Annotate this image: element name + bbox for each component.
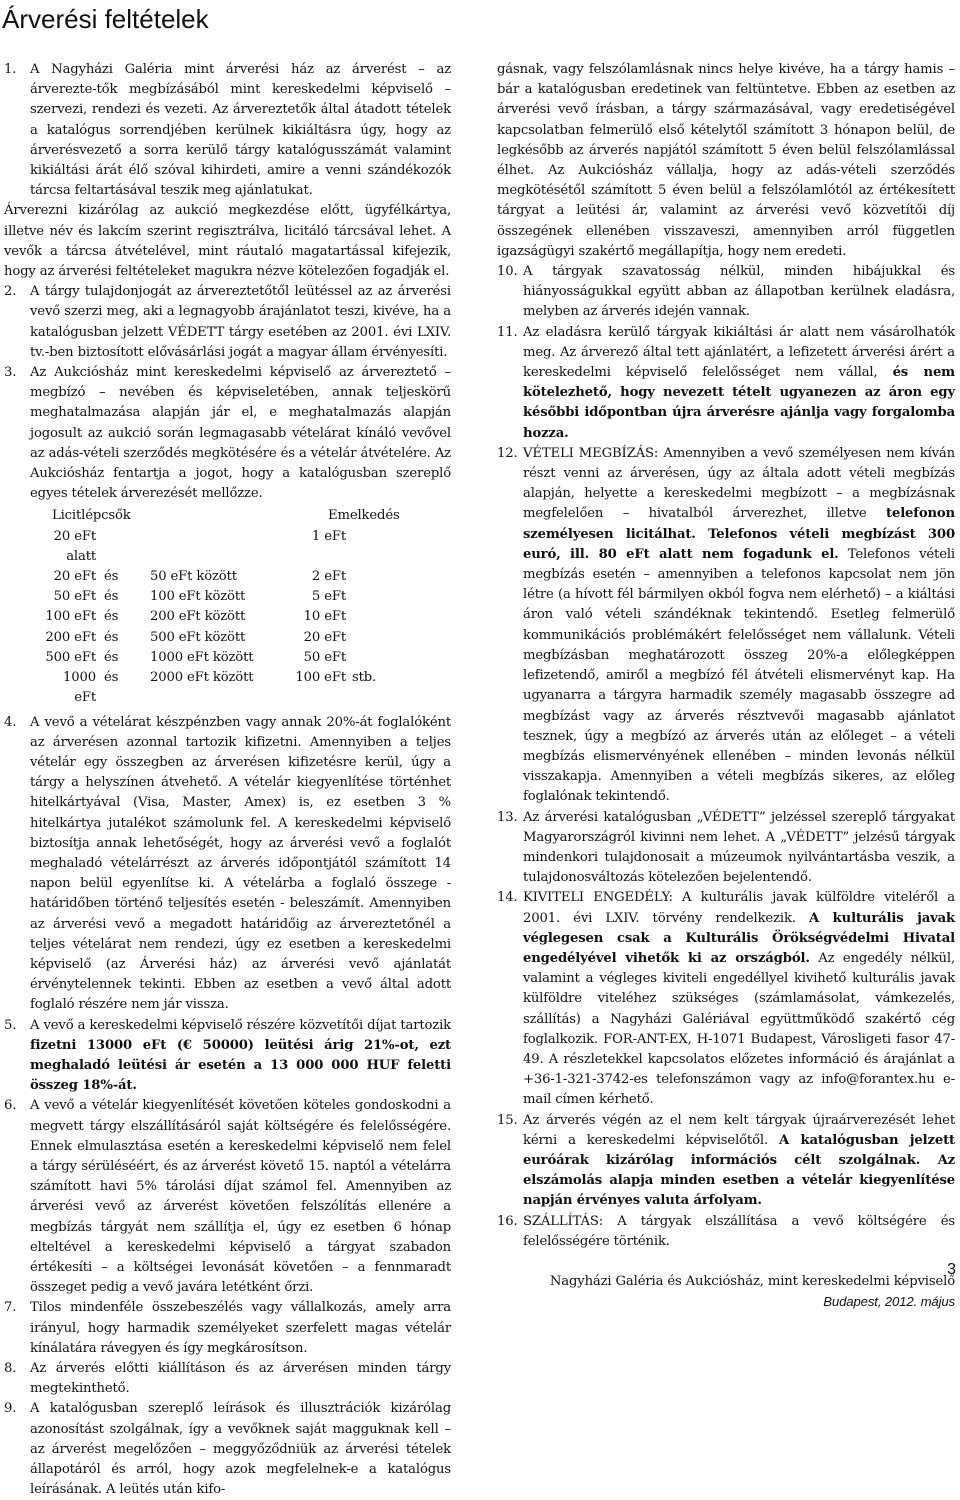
terms-item-7 [4,1298,451,1359]
bid-increment-cell-d: 50 eFt [303,649,346,665]
bid-increment-cell-c: 2000 eFt között [150,670,254,686]
item-text: A vevő a vételár kiegyenlítését követően köteles gondoskodni a megvett tárgy elszállításáról saját költségére és felelősségére. Ennek elmulasztása esetén a kereskedelmi képviselő nem felel a tárgy sérüléséért, és az árverést követő 15. naptól a vételárra számított havi 5% tárolási díjat számol fel. Amennyiben az árverési vevő az árverést követően felszólítás ellenére a megbízás tárgyát nem szállítja el, úgy ez esetben 6 hónap elteltével a kereskedelmi képviselő a tárgyat szabadon értékesíti – a költségei levonását követően – a fennmaradt összeget pedig a vevő javára letétként őrzi. [30,1098,451,1296]
bid-increment-cell-a: 200 eFt [45,629,96,645]
bid-increment-cell-d: 100 eFt [295,670,346,686]
item-text: A katalógusban szereplő leírások és illusztrációk kizárólag azonosítást szolgálnak, így a vevőknek saját magguknak kell – az árverést megelőzően – meggyőződniük az árverési tételek állapotáról és arról, hogy azok megfelelnek-e a katalógus leírásának. A leütés után kifo- [30,1401,451,1498]
bid-increment-cell-a: 1000 eFt [63,670,96,706]
bid-increment-cell-e [346,628,386,648]
item-text: Az Aukciósház mint kereskedelmi képviselő az árvereztető – megbízó – nevében és képviseletében, annak teljeskörű meghatalmazása alapján jár el, e meghatalmazás alapján jogosult az aukció során legmagasabb vételárat kínáló vevővel az adás-vételi szerződés megkötésére és a vételár átvételére. Az Aukciósház fentartja a jogot, hogy a katalógusban szereplő egyes tételek árverezését mellőzze. [30,365,451,502]
bid-increment-cell-b: és [104,609,119,625]
right-column [497,60,955,1312]
item-text: Az árverési katalógusban „VÉDETT” jelzéssel szereplő tárgyakat Magyarországról kivinni nem lehet. A „VÉDETT” jelzésű tárgyak mindenkori tulajdonosait a múzeumok nyilvántartásba veszik, a tulajdonosváltozás kötelezően bejelentendő. [523,809,955,886]
terms-item-12 [497,444,955,808]
item-text [30,1016,451,1097]
item-number: 6. [4,1098,17,1114]
item-plain-text-2: Telefonos vételi megbízás esetén – amennyiben a telefonos kapcsolat nem jön létre (a hívott fél bármilyen okból fogva nem elérhető) – a kiáltási áron való vételi szándéknak tekintendő. Esetleg felmerülő kommunikációs problémákért felelősséget nem vállalunk. Vételi megbízásban meghatározott összeg 20%-a előlegképpen lefizetendő, amiről a megbízó fél átvételi elismervényt kap. Ha ugyanarra a tárgyra harmadik személy magasabb összegre ad megbízást vagy az árverés résztvevői magasabb ajánlatot tesznek, úgy a megbízó az árverés után az előleget – a vételi megbízás elismervényének ellenében – minden levonás nélkül visszakapja. Amennyiben a vételi megbízás sikeres, az előleg foglalónak tekintendő. [523,546,955,805]
bid-increment-cell-c: 50 eFt között [150,569,237,585]
header-bid-steps: Licitlépcsők [52,508,131,524]
item-number: 10. [497,264,518,280]
bid-increment-cell-c [144,527,280,567]
bid-increment-cell-a: 500 eFt [45,649,96,665]
item-plain-text: A vevő a kereskedelmi képviselő részére közvetítői díjat tartozik [30,1017,451,1033]
terms-item-9 [4,1399,451,1500]
item-text [523,1111,955,1212]
terms-item-2 [4,282,451,363]
bid-increment-row [38,648,451,668]
bid-increment-cell-c: 500 eFt között [150,629,246,645]
item-number: 9. [4,1401,17,1417]
item-plain-text: KIVITELI ENGEDÉLY: A kulturális javak külföldre viteléről a 2001. évi LXIV. törvény rendelkezik. [523,890,955,926]
bid-increment-cell-e [346,527,386,567]
item-number: 14. [497,890,518,906]
bid-increment-cell-a: 20 eFt [53,569,96,585]
bid-increment-cell-e: stb. [352,670,377,686]
terms-item-10 [497,262,955,323]
signature-block [497,1272,955,1312]
bid-increment-cell-d: 20 eFt [303,629,346,645]
left-column [4,60,451,1500]
item-number: 12. [497,445,518,461]
bid-increment-cell-a: 20 eFt alatt [53,528,96,564]
item-number: 1. [4,62,17,77]
item-1-registration-text: Árverezni kizárólag az aukció megkezdése előtt, ügyfélkártya, illetve név és lakcím szerint regisztrálva, licitáló tárcsával lehet. A vevők a tárcsa átvételével, mint ráutaló magatartással kifejezik, hogy az árverési feltételeket magukra nézve kötelezően fogadják el. [4,203,451,280]
item-plain-text-2: Az engedély nélkül, valamint a végleges kiviteli engedéllyel kivihető kulturális javak külföldre viteléhez szükséges (számlamásolat, vámkezelés, szállítás) a Nagyházi Galériával együttműködő szakértő cég foglalkozik. FOR-ANT-EX, H-1071 Budapest, Városligeti fasor 47-49. A részletekkel kapcsolatos előzetes információ és árajánlat a +36-1-321-3742-es telefonszámon vagy az info@forantex.hu e-mail címen kérhető. [523,950,956,1108]
item-text: Tilos mindenféle összebeszélés vagy vállalkozás, amely arra irányul, hogy harmadik személyeket szerfelett magas vételár kínálatára rávegyen és így megkárosítson. [30,1300,451,1356]
bid-increment-cell-b: és [104,589,119,605]
item-number: 8. [4,1361,17,1376]
item-plain-text: Az árverés végén az el nem kelt tárgyak újraárverezését lehet kérni a kereskedelmi képviselőtől. [523,1112,955,1148]
item-plain-text: Az eladásra kerülő tárgyak kikiáltási ár alatt nem vásárolhatók meg. Az árverező által tett ajánlatért, a lefizetett árverési árért a kereskedelmi képviselő felelősséget nem vállal, [523,324,955,381]
item-number: 11. [497,324,518,340]
bid-increment-row [38,567,451,587]
item-bold-text: telefonon személyesen licitálhat. Telefonos vételi megbízást 300 euró, ill. 80 eFt alatt nem fogadunk el. [523,506,955,562]
bid-increment-cell-d: 2 eFt [311,569,346,585]
item-text: A vevő a vételárat készpénzben vagy annak 20%-át foglalóként az árverésen azonnal tartozik kifizetni. Amennyiben a teljes vételár egy összegben az árverésen kifizetésre kerül, úgy a tárgy a helyszínen átvehető. A vételár kiegyenlítése történhet hitelkártyával (Visa, Master, Amex) is, ez esetben 3 % hitelkártya jutalékot számolunk fel. A kereskedelmi képviselő biztosítja annak lehetőségét, hogy az árverési vevő a foglalót meghaladó vételárrészt az árverés időpontjától számított 14 napon belül egyenlítse ki. A vételárba a foglaló összege - határidőben történő teljesítés esetén - beleszámít. Amennyiben az árverési vevő a megadott határidőig az árvereztetőnél a teljes vételárat nem rendezi, úgy ez esetben a kereskedelmi képviselő (az Árverési ház) az árverési vevő ajánlatát érvénytelennek tekinti. Ebben az esetben a vevő által adott foglaló részére nem jár vissza. [30,714,451,1013]
bid-increment-row [38,587,451,607]
item-bold-text: A kulturális javak véglegesen csak a Kulturális Örökségvédelmi Hivatal engedélyével vihetők ki az országból. [523,910,955,966]
terms-item-11 [497,323,955,444]
item-text: A Nagyházi Galéria mint árverési ház az árverést – az árverezte-tők megbízásából mint kereskedelmi képviselő – szervezi, rendezi és vezeti. Az árvereztetők által átadott tételek a katalógus sorrendjében kerülnek kikiáltásra úgy, hogy az árverésvezető a sorra kerülő tárgy katalógusszámát valamint kikiáltási árát élő szóval kihirdeti, amire a venni szándékozók tárcsa feltartásával teszik meg ajánlatukat. [30,62,451,199]
signature-place-date: Budapest, 2012. május [823,1294,955,1310]
bid-increment-cell-e [346,587,386,607]
item-text: A tárgyak szavatosság nélkül, minden hibájukkal és hiányosságukkal együtt abban az állapotban kerülnek eladásra, melyben az árverés idején vannak. [523,264,955,320]
item-text [523,888,955,1110]
terms-item-14 [497,888,955,1110]
item-text: Az árverés előtti kiállításon és az árverésen minden tárgy megtekinthető. [30,1361,451,1397]
item-bold-text: és nem kötelezhető, hogy nevezett tételt ugyanezen az áron egy későbbi időpontban újra árverésre ajánlja vagy forgalomba hozza. [523,365,955,441]
bid-increment-cell-d: 10 eFt [303,609,346,625]
bid-increment-cell-b: és [104,629,119,645]
bid-increment-cell-b [104,527,144,567]
terms-item-8 [4,1359,451,1399]
item-number: 5. [4,1017,17,1033]
bid-increment-row [38,668,451,708]
terms-item-1 [4,60,451,201]
item-text: A tárgy tulajdonjogát az árvereztetőtől leütéssel az az árverési vevő szerzi meg, aki a legnagyobb árajánlatot teszi, kivéve, ha a katalógusban jelzett VÉDETT tárgy esetében az 2001. évi LXIV. tv.-ben biztosított elővásárlási jogát a magyar állam érvényesíti. [30,284,451,360]
bid-increment-table [38,506,451,708]
item-text [523,444,955,808]
item-text [523,323,955,444]
terms-item-5 [4,1016,451,1097]
bid-increment-cell-b: és [104,670,119,686]
bid-increment-cell-a: 50 eFt [53,589,96,605]
item-9-continuation: gásnak, vagy felszólamlásnak nincs helye kivéve, ha a tárgy hamis – bár a katalógusban eredetinek van feltüntetve. Ebben az esetben az árverési vevő írásban, a tárgy származásával, vagy eredetiségével kapcsolatban felmerülő első kételytől számított 3 hónapon belül, de legkésőbb az árverés napjától számított 5 éven belül felszólamlással élhet. Az Aukciósház vállalja, hogy az adás-vételi szerződés megkötésétől számított 5 éven belül a felszólamlótól az értékesített tárgyat a leütési ár, valamint az árverési vevő közvetítői díj összegének ellenében visszaveszi, amennyiben arról független igazságügyi szakértő megállapítja, hogy nem eredeti. [497,62,955,259]
terms-item-6 [4,1096,451,1298]
terms-item-13 [497,808,955,889]
terms-item-4 [4,713,451,1016]
bid-increment-cell-d: 5 eFt [311,589,346,605]
item-bold-text: fizetni 13000 eFt (€ 50000) leütési árig 21%-ot, ezt meghaladó leütési ár esetén a 13 000 000 HUF feletti összeg 18%-át. [30,1037,451,1094]
item-number: 13. [497,809,518,825]
terms-item-16 [497,1212,955,1252]
item-bold-text: A katalógusban jelzett euróárak kizárólag információs célt szolgálnak. Az elszámolás alapja minden esetben a vételár kiegyenlítése napján érvényes valuta árfolyam. [523,1132,955,1209]
item-number: 2. [4,284,17,300]
item-plain-text: VÉTELI MEGBÍZÁS: Amennyiben a vevő személyesen nem kíván részt venni az árverésen, úgy az általa adott vételi megbízás alapján, helyette a kereskedelmi megbízott – a megbízásnak megfelelően – hivatalból árverezhet, illetve [523,445,955,522]
bid-increment-cell-e [346,648,386,668]
bid-increment-row [38,527,451,567]
bid-increment-cell-b: és [104,569,119,585]
bid-increment-header [38,506,451,526]
item-number: 7. [4,1300,17,1316]
header-increase: Emelkedés [328,508,400,524]
bid-increment-cell-d: 1 eFt [311,528,346,544]
bid-increment-cell-a: 100 eFt [45,609,96,625]
item-number: 3. [4,365,17,381]
bid-increment-cell-e [346,567,386,587]
item-text: SZÁLLÍTÁS: A tárgyak elszállítása a vevő költségére és felelősségére történik. [523,1213,955,1249]
item-number: 15. [497,1112,518,1128]
bid-increment-cell-c: 200 eFt között [150,609,246,625]
signature-company: Nagyházi Galéria és Aukciósház, mint kereskedelmi képviselő [549,1273,955,1289]
terms-item-15 [497,1111,955,1212]
bid-increment-cell-c: 1000 eFt között [150,649,254,665]
terms-item-3 [4,363,451,504]
bid-increment-cell-e [346,607,386,627]
bid-increment-row [38,628,451,648]
bid-increment-cell-b: és [104,649,119,665]
item-number: 16. [497,1213,518,1229]
page-title: Árverési feltételek [2,4,209,34]
bid-increment-rows [38,527,451,709]
page-number: 3 [947,1261,956,1278]
item-number: 4. [4,714,17,730]
bid-increment-cell-c: 100 eFt között [150,589,246,605]
bid-increment-row [38,607,451,627]
